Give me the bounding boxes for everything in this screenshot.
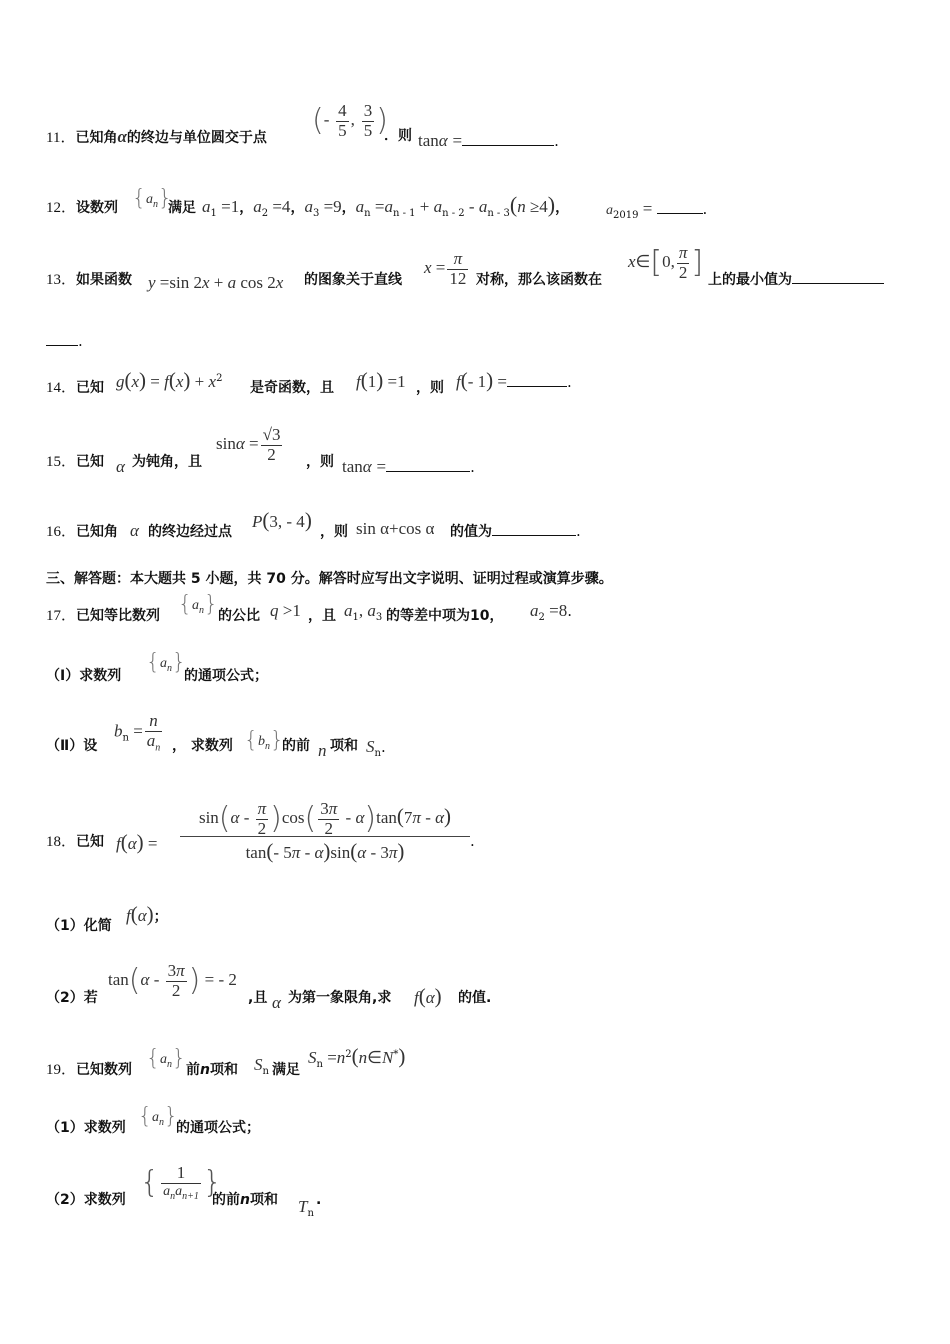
reciprocal-sequence: { $\frac{1}{a_na_{n+1}}$ } xyxy=(140,1163,222,1202)
interval-expression: x∈[0, $\frac{\pi}{2}$ ] xyxy=(628,243,704,282)
given-value: f(1) =1 xyxy=(356,368,406,392)
answer-blank[interactable] xyxy=(507,385,567,387)
answer-blank[interactable] xyxy=(492,534,576,536)
function-fraction: sin(α - $\frac{\pi}{2}$ )cos( $\frac{3\pi}{2}$ - α)tan(7π - α) tan(- 5π - α)sin(α - 3π) xyxy=(180,796,470,862)
function-expression: y =sin 2x + a cos 2x xyxy=(148,273,284,292)
line-equation: x = $\frac{\pi}{12}$ xyxy=(424,249,467,288)
condition-expression: tan(α - $\frac{3\pi}{2}$ ) = - 2 xyxy=(108,961,237,1000)
sine-value: sinα = $\frac{√3}{2}$ xyxy=(216,425,281,464)
answer-blank-continued xyxy=(46,344,78,346)
sequence-notation: $\{a_n\}$ xyxy=(132,186,172,211)
point-expression: P(3, - 4) xyxy=(252,508,312,532)
answer-blank[interactable] xyxy=(462,144,554,146)
recurrence-formula: $a_1 =1$，$a_2 =4$，$a_3 =9$，$a_n =a_{n - 1} + a_{n - 2} - a_{n - 3}(n \ge 4)$， xyxy=(202,192,570,219)
question-number: 11． xyxy=(46,130,76,146)
answer-blank[interactable] xyxy=(792,282,884,284)
definition-formula: $b_n$ = $\frac{n}{a_n}$ xyxy=(114,711,161,754)
question-text: 已知角 xyxy=(75,130,118,146)
answer-blank[interactable] xyxy=(386,470,470,472)
point-expression: (- $\frac{4}{5}$ , $\frac{3}{5}$ ) xyxy=(312,101,388,140)
function-definition: $g(x) = f(x) + x^2$ xyxy=(116,368,223,392)
answer-blank[interactable] xyxy=(657,212,703,214)
sum-formula: $S_n$ $=n^2(n\in N^*)$ xyxy=(308,1044,406,1070)
